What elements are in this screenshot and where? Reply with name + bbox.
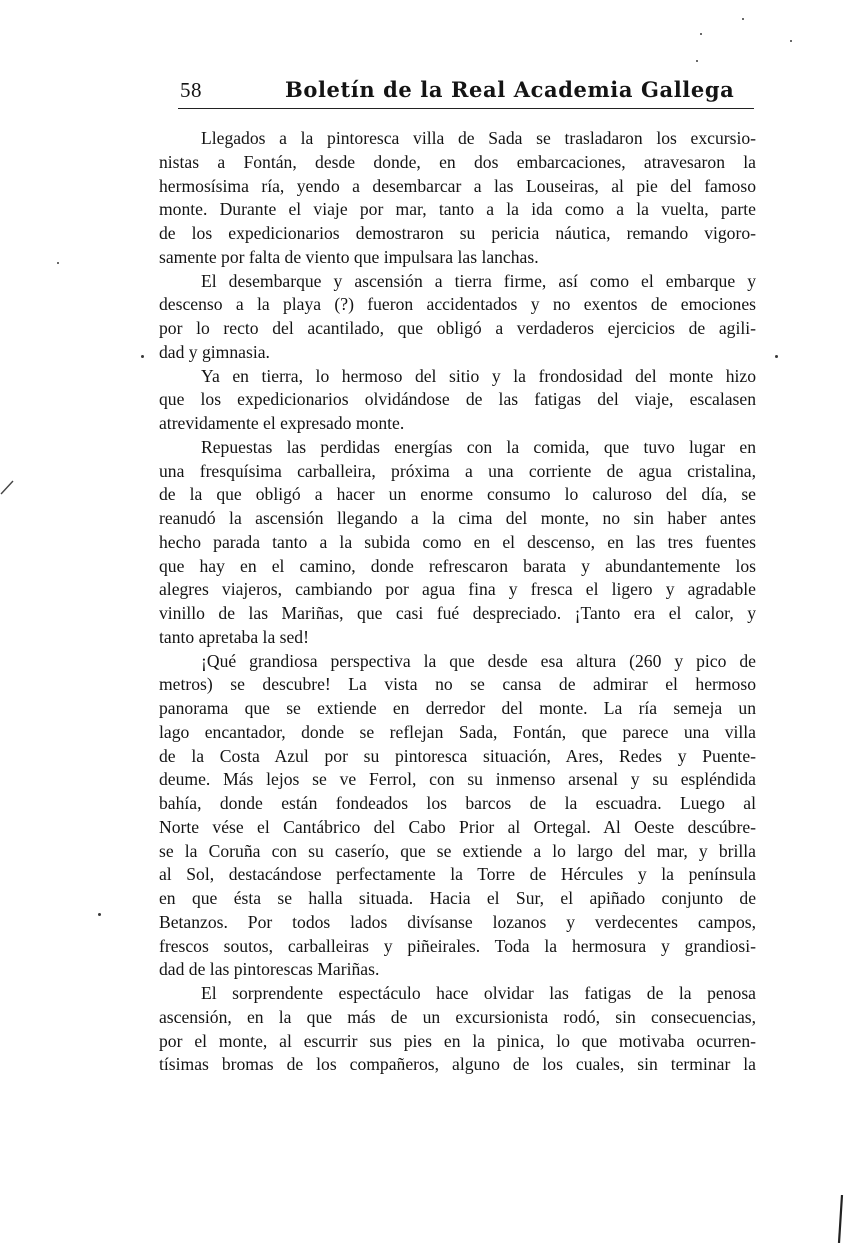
text-line: de la que obligó a hacer un enorme consumo lo caluroso del día, se (159, 484, 756, 505)
text-line: tanto apretaba la sed! (159, 626, 309, 647)
text-line: atrevidamente el expresado monte. (159, 413, 405, 433)
scan-speck (57, 262, 59, 264)
text-line: deume. Más lejos se ve Ferrol, con su inmenso arsenal y su espléndida (159, 769, 756, 790)
text-line: Norte vése el Cantábrico del Cabo Prior al Ortegal. Al Oeste descúbre- (159, 816, 756, 837)
scan-speck (98, 913, 101, 916)
scan-speck (775, 355, 778, 358)
text-line: monte. Durante el viaje por mar, tanto a la ida como a la vuelta, parte (159, 199, 756, 220)
text-line: frescos soutos, carballeiras y piñeirales. Toda la hermosura y grandiosi- (159, 935, 756, 956)
text-line: hecho parada tanto a la subida como en el descenso, en las tres fuentes (159, 531, 756, 552)
text-line: lago encantador, donde se reflejan Sada, Fontán, que parece una villa (159, 721, 756, 742)
text-line: que hay en el camino, donde refrescaron barata y abundantemente los (159, 555, 756, 576)
text-line: panorama que se extiende en derredor del monte. La ría semeja un (159, 698, 756, 718)
text-line: por el monte, al escurrir sus pies en la pinica, lo que motivaba ocurren- (159, 1030, 756, 1051)
text-line: descenso a la playa (?) fueron accidentados y no exentos de emociones (159, 294, 756, 315)
text-line: alegres viajeros, cambiando por agua fina y fresca el ligero y agradable (159, 579, 756, 600)
text-line: ¡Qué grandiosa perspectiva la que desde esa altura (260 y pico de (201, 650, 756, 671)
scan-speck (742, 18, 744, 20)
text-line: Betanzos. Por todos lados divísanse lozanos y verdecentes campos, (159, 911, 756, 932)
edge-mark (836, 1195, 846, 1243)
body-text (159, 127, 756, 1077)
scan-speck (141, 355, 144, 358)
scan-speck (700, 33, 702, 35)
text-line: de los expedicionarios demostraron su pericia náutica, remando vigoro- (159, 223, 756, 243)
text-line: tísimas bromas de los compañeros, alguno de los cuales, sin terminar la (159, 1054, 756, 1075)
text-line: de la Costa Azul por su pintoresca situación, Ares, Redes y Puente- (159, 745, 756, 766)
scan-speck (790, 40, 792, 42)
text-line: vinillo de las Mariñas, que casi fué despreciado. ¡Tanto era el calor, y (159, 603, 756, 623)
text-line: que los expedicionarios olvidándose de las fatigas del viaje, escalasen (159, 389, 756, 410)
text-line: samente por falta de viento que impulsara las lanchas. (159, 246, 539, 267)
text-line: El sorprendente espectáculo hace olvidar las fatigas de la penosa (201, 983, 756, 1003)
text-line: al Sol, destacándose perfectamente la Torre de Hércules y la península (159, 864, 756, 885)
text-line: Repuestas las perdidas energías con la comida, que tuvo lugar en (201, 436, 756, 457)
scan-speck (696, 60, 698, 62)
text-line: Ya en tierra, lo hermoso del sitio y la frondosidad del monte hizo (201, 365, 756, 386)
text-line: por lo recto del acantilado, que obligó a verdaderos ejercicios de agili- (159, 318, 756, 338)
page-number: 58 (180, 78, 202, 102)
journal-title: Boletín de la Real Academia Gallega (285, 77, 735, 102)
text-line: metros) se descubre! La vista no se cansa de admirar el hermoso (159, 674, 756, 695)
text-line: reanudó la ascensión llegando a la cima del monte, no sin haber antes (159, 508, 756, 528)
text-line: Llegados a la pintoresca villa de Sada se trasladaron los excursio- (201, 128, 756, 148)
text-line: hermosísima ría, yendo a desembarcar a las Louseiras, al pie del famoso (159, 175, 756, 196)
margin-mark (0, 478, 16, 498)
text-line: bahía, donde están fondeados los barcos de la escuadra. Luego al (159, 793, 756, 813)
text-line: se la Coruña con su caserío, que se extiende a lo largo del mar, y brilla (159, 840, 756, 861)
text-line: dad de las pintorescas Mariñas. (159, 959, 380, 980)
text-line: El desembarque y ascensión a tierra firme, así como el embarque y (201, 270, 756, 291)
text-line: nistas a Fontán, desde donde, en dos embarcaciones, atravesaron la (159, 151, 756, 172)
text-line: una fresquísima carballeira, próxima a una corriente de agua cristalina, (159, 460, 756, 481)
running-header (178, 74, 754, 109)
text-line: en que ésta se halla situada. Hacia el Sur, el apiñado conjunto de (159, 888, 756, 908)
text-line: dad y gimnasia. (159, 341, 270, 362)
text-line: ascensión, en la que más de un excursionista rodó, sin consecuencias, (159, 1006, 756, 1027)
